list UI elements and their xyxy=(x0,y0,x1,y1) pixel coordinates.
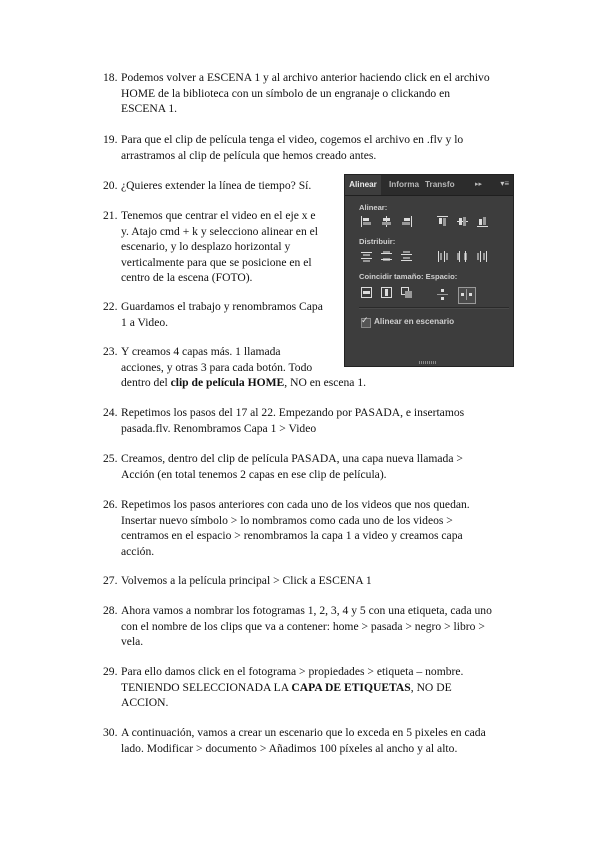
item-line: vela. xyxy=(121,635,144,649)
checkmark-icon: ✓ xyxy=(361,315,369,325)
align-to-stage-label: Alinear en escenario xyxy=(374,317,455,326)
align-right-icon[interactable] xyxy=(401,216,412,227)
item-number: 24. xyxy=(103,406,118,419)
item-line: Tenemos que centrar el video en el eje x e xyxy=(121,209,316,222)
item-number: 27. xyxy=(103,574,118,587)
item-line: Repetimos los pasos anteriores con cada uno de los videos que nos quedan. xyxy=(121,498,470,511)
item-line: Creamos, dentro del clip de película PASADA, una capa nueva llamada > xyxy=(121,452,463,465)
item-line: verticalmente para que se posicione en el xyxy=(121,255,312,269)
coincidir-espacio-label: Coincidir tamaño: Espacio: xyxy=(359,272,458,281)
item-line: ¿Quieres extender la línea de tiempo? Sí. xyxy=(121,179,312,192)
distribute-bottom-icon[interactable] xyxy=(401,251,412,262)
item-line: Para ello damos click en el fotograma > propiedades > etiqueta – nombre. xyxy=(121,665,464,678)
distribute-right-icon[interactable] xyxy=(477,251,488,262)
distribute-vcenter-icon[interactable] xyxy=(381,251,392,262)
item-number: 26. xyxy=(103,498,118,511)
item-line: Volvemos a la película principal > Click a ESCENA 1 xyxy=(121,574,372,587)
item-line: Repetimos los pasos del 17 al 22. Empezando por PASADA, e insertamos xyxy=(121,406,465,419)
tab-transformar[interactable]: Transfo xyxy=(425,180,455,189)
align-vcenter-icon[interactable] xyxy=(457,216,468,227)
item-line: pasada.flv. Renombramos Capa 1 > Video xyxy=(121,421,317,435)
distribute-hcenter-icon[interactable] xyxy=(457,251,468,262)
item-number: 19. xyxy=(103,133,118,146)
space-horizontal-icon[interactable] xyxy=(461,289,472,300)
item-line: arrastramos al clip de película que hemos creado antes. xyxy=(121,148,377,162)
item-number: 20. xyxy=(103,179,118,192)
item-line: Para que el clip de película tenga el video, cogemos el archivo en .flv y lo xyxy=(121,133,464,146)
tab-informacion[interactable]: Informa xyxy=(389,180,420,189)
distribute-left-icon[interactable] xyxy=(437,251,448,262)
align-left-icon[interactable] xyxy=(361,216,372,227)
text-run: dentro del xyxy=(121,376,171,390)
match-height-icon[interactable] xyxy=(381,287,392,298)
text-run: , NO en escena 1. xyxy=(284,376,367,390)
distribuir-label: Distribuir: xyxy=(359,237,396,246)
item-line: ESCENA 1. xyxy=(121,102,178,116)
match-width-height-icon[interactable] xyxy=(401,287,412,298)
item-line: Y creamos 4 capas más. 1 llamada xyxy=(121,345,281,358)
item-number: 28. xyxy=(103,604,118,617)
item-line: acciones, y otras 3 para cada botón. Todo xyxy=(121,360,313,374)
distribute-top-icon[interactable] xyxy=(361,251,372,262)
item-line: y. Atajo cmd + k y selecciono alinear en el xyxy=(121,224,319,238)
item-line: escenario, y lo desplazo horizontal y xyxy=(121,240,291,254)
item-number: 18. xyxy=(103,71,118,84)
text-run: TENIENDO SELECCIONADA LA xyxy=(121,680,292,694)
item-line: centramos en el espacio > renombramos la capa 1 a video y creamos capa xyxy=(121,529,463,543)
item-line: 1 a Video. xyxy=(121,315,169,329)
panel-tab-bar xyxy=(345,175,513,196)
item-line: centro de la escena (FOTO). xyxy=(121,271,253,285)
item-line: A continuación, vamos a crear un escenario que lo exceda en 5 pixeles en cada xyxy=(121,726,486,739)
panel-menu-icon[interactable]: ▾≡ xyxy=(500,179,509,188)
item-line: Podemos volver a ESCENA 1 y al archivo anterior haciendo click en el archivo xyxy=(121,71,490,84)
item-number: 22. xyxy=(103,300,118,313)
match-width-icon[interactable] xyxy=(361,287,372,298)
item-line xyxy=(121,680,463,696)
item-line: acción. xyxy=(121,544,155,558)
resize-grip-icon[interactable] xyxy=(419,361,437,364)
item-line: Insertar nuevo símbolo > lo nombramos como cada uno de los videos > xyxy=(121,513,453,527)
item-line: HOME de la biblioteca con un símbolo de un engranaje o clickando en xyxy=(121,86,451,100)
item-number: 21. xyxy=(103,209,118,222)
item-line: Ahora vamos a nombrar los fotogramas 1, 2, 3, 4 y 5 con una etiqueta, cada uno xyxy=(121,604,492,617)
space-vertical-icon[interactable] xyxy=(437,289,448,300)
align-bottom-icon[interactable] xyxy=(477,216,488,227)
expand-arrows-icon[interactable]: ▸▸ xyxy=(475,181,483,188)
bold-text: CAPA DE ETIQUETAS xyxy=(291,680,411,694)
panel-divider xyxy=(359,307,509,309)
item-line: ACCION. xyxy=(121,696,169,710)
item-number: 23. xyxy=(103,345,118,358)
item-line xyxy=(121,375,366,391)
item-number: 30. xyxy=(103,726,118,739)
item-number: 25. xyxy=(103,452,118,465)
tab-alinear[interactable]: Alinear xyxy=(345,175,381,195)
alinear-label: Alinear: xyxy=(359,203,388,212)
item-number: 29. xyxy=(103,665,118,678)
item-line: con el nombre de los clips que va a contener: home > pasada > negro > libro > xyxy=(121,619,485,633)
item-line: Guardamos el trabajo y renombramos Capa xyxy=(121,300,323,313)
align-hcenter-icon[interactable] xyxy=(381,216,392,227)
item-line: lado. Modificar > documento > Añadimos 100 píxeles al ancho y al alto. xyxy=(121,741,458,755)
item-line: Acción (en total tenemos 2 capas en ese clip de película). xyxy=(121,467,387,481)
align-top-icon[interactable] xyxy=(437,216,448,227)
align-panel xyxy=(344,174,514,367)
bold-text: clip de película HOME xyxy=(170,376,285,390)
text-run: , NO DE xyxy=(410,680,452,694)
